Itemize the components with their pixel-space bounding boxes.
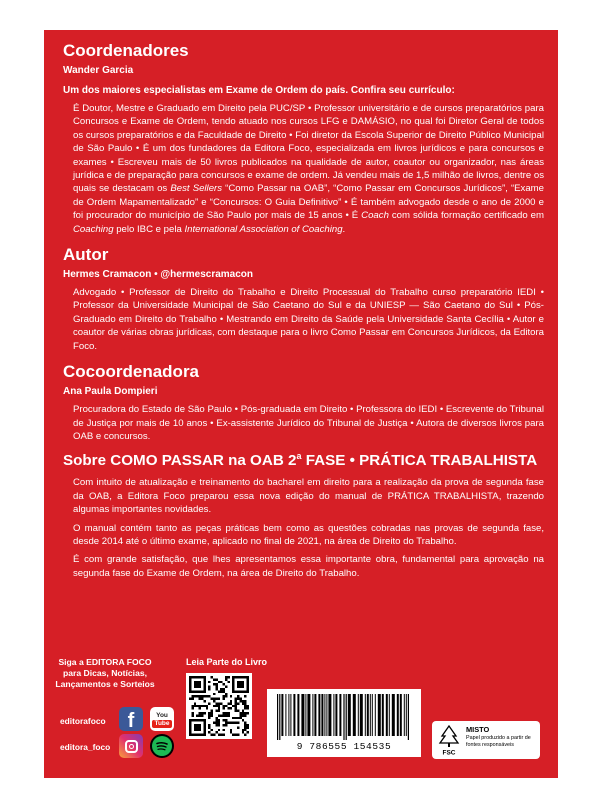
footer [44, 649, 558, 778]
isbn-number: 9 786555 154535 [296, 741, 392, 752]
spotify-icon[interactable] [150, 734, 174, 758]
bio-text: É Doutor, Mestre e Graduado em Direito pela PUC/SP • Professor universitário e de cursos preparatórios para Concursos e Exame de Ordem, tendo atuado nos cursos LFG e DAMÁSIO, no qual foi Diretor Geral de todos os cursos preparatórios e da Faculdade de Direito • Foi diretor da Escola Superior de Direito Público Municipal de São Paulo • É um dos fundadores da Editora Foco, especializada em livros jurídicos e para concursos e exames • Escreveu mais de 50 livros publicados na qualidade de autor, coautor ou organizador, nas áreas jurídica e de preparação para concursos e exame de ordem. Já vendeu mais de 1,5 milhão de livros, dentre os quais se destacam os [73, 103, 544, 195]
cocoordenadora-bio: Procuradora do Estado de São Paulo • Pós-graduada em Direito • Professora do IEDI • Escrevente do Tribunal de Justiça por mais de 10 anos • Ex-assistente Jurídico do Tribunal de Justiça • Autora de diversos livros para OAB e concursos. [73, 404, 544, 442]
spacer [63, 236, 544, 244]
sobre-heading-text: FASE • PRÁTICA TRABALHISTA [301, 452, 538, 470]
autor-name: Hermes Cramacon • @hermescramacon [63, 269, 254, 281]
sobre-paragraph: Com intuito de atualização e treinamento do bacharel em direito para a realização da prova de segunda fase da OAB, a Editora Foco preparou essa nova edição do manual de PRÁTICA TRABALHISTA, trazendo algumas importantes novidades. [73, 477, 544, 516]
handle-instagram-spotify[interactable]: editora_foco [60, 742, 111, 752]
bio-italic: Best Sellers [170, 183, 223, 195]
svg-text:FSC: FSC [442, 749, 456, 756]
bio-text: pelo IBC e pela [113, 223, 185, 235]
bio-text: . [342, 223, 346, 235]
sobre-heading [63, 451, 544, 471]
fsc-tree-icon [436, 724, 462, 756]
cocoordenadora-heading: Cocoordenadora [63, 362, 200, 382]
spacer [63, 443, 544, 451]
bio-italic: Coach [361, 210, 389, 222]
bio-italic: Coaching [73, 223, 114, 235]
youtube-tube: Tube [154, 719, 170, 727]
handle-facebook-youtube[interactable]: editorafoco [60, 716, 106, 726]
spotify-glyph [150, 734, 174, 758]
coordenador-bio [63, 102, 544, 236]
spacer [63, 353, 544, 361]
sobre-paragraph: O manual contém tanto as peças práticas bem como as questões cobradas nas provas de segunda fase, desde 2014 até o último exame, aplicado no final de 2021, na área de Direito do Trabalho. [73, 522, 544, 547]
sobre-paragraph: É com grande satisfação, que lhes apresentamos essa importante obra, fundamental para aprovação na segunda fase do Exame de Ordem, na área de Direito do Trabalho. [73, 554, 544, 579]
instagram-glyph [125, 740, 138, 753]
qr-code-image [189, 676, 249, 736]
autor-heading: Autor [63, 245, 109, 265]
autor-bio: Advogado • Professor de Direito do Trabalho e Direito Processual do Trabalho curso preparatório IEDI • Professor da Universidade Municipal de São Caetano do Sul e da UNIESP — São Caetano do Sul • Pós-Graduado em Direito do Trabalho • Mestrando em Direito da Saúde pela Universidade Santa Cecília • Autor e coautor de várias obras jurídicas, com destaque para o livro Como Passar em Concursos Jurídicos, da Editora Foco. [73, 287, 544, 352]
leia-parte-label: Leia Parte do Livro [186, 657, 268, 667]
bio-text: “Como Passar na OAB”, “Como Passar em Concursos Jurídicos”, “Exame de Ordem Mapamentalizado” e “Concursos: O Guia Definitivo” • É também advogado desde o ano de 2000 e foi procurador do município de São Paulo por mais de 15 anos • É [73, 183, 544, 222]
qr-code[interactable] [186, 673, 252, 739]
youtube-icon[interactable] [150, 707, 174, 731]
sobre-heading-sup: a [296, 451, 302, 462]
sobre-heading-text: Sobre COMO PASSAR na OAB 2 [63, 452, 297, 470]
social-callout: Siga a EDITORA FOCO para Dicas, Notícias, Lançamentos e Sorteios [55, 657, 155, 689]
fsc-label [432, 721, 540, 759]
facebook-glyph: f [127, 709, 135, 732]
coordenador-name: Wander Garcia [63, 65, 134, 76]
coordenadores-heading: Coordenadores [63, 41, 189, 60]
back-cover [44, 30, 558, 778]
youtube-you: You [156, 711, 168, 719]
cocoordenadora-name: Ana Paula Dompieri [63, 386, 158, 398]
coordenador-intro: Um dos maiores especialistas em Exame de Ordem do país. Confira seu currículo: [63, 85, 455, 96]
instagram-icon[interactable] [119, 734, 143, 758]
bio-italic: International Association of Coaching [184, 223, 343, 235]
fsc-paper-text: Papel produzido a partir de fontes responsáveis [466, 735, 531, 748]
sobre-section [63, 451, 544, 580]
isbn-barcode [267, 689, 421, 757]
facebook-icon[interactable] [119, 707, 143, 731]
barcode-bars [273, 694, 415, 740]
fsc-misto: MISTO [466, 725, 490, 734]
bio-text: com sólida formação certificado em [388, 210, 544, 222]
